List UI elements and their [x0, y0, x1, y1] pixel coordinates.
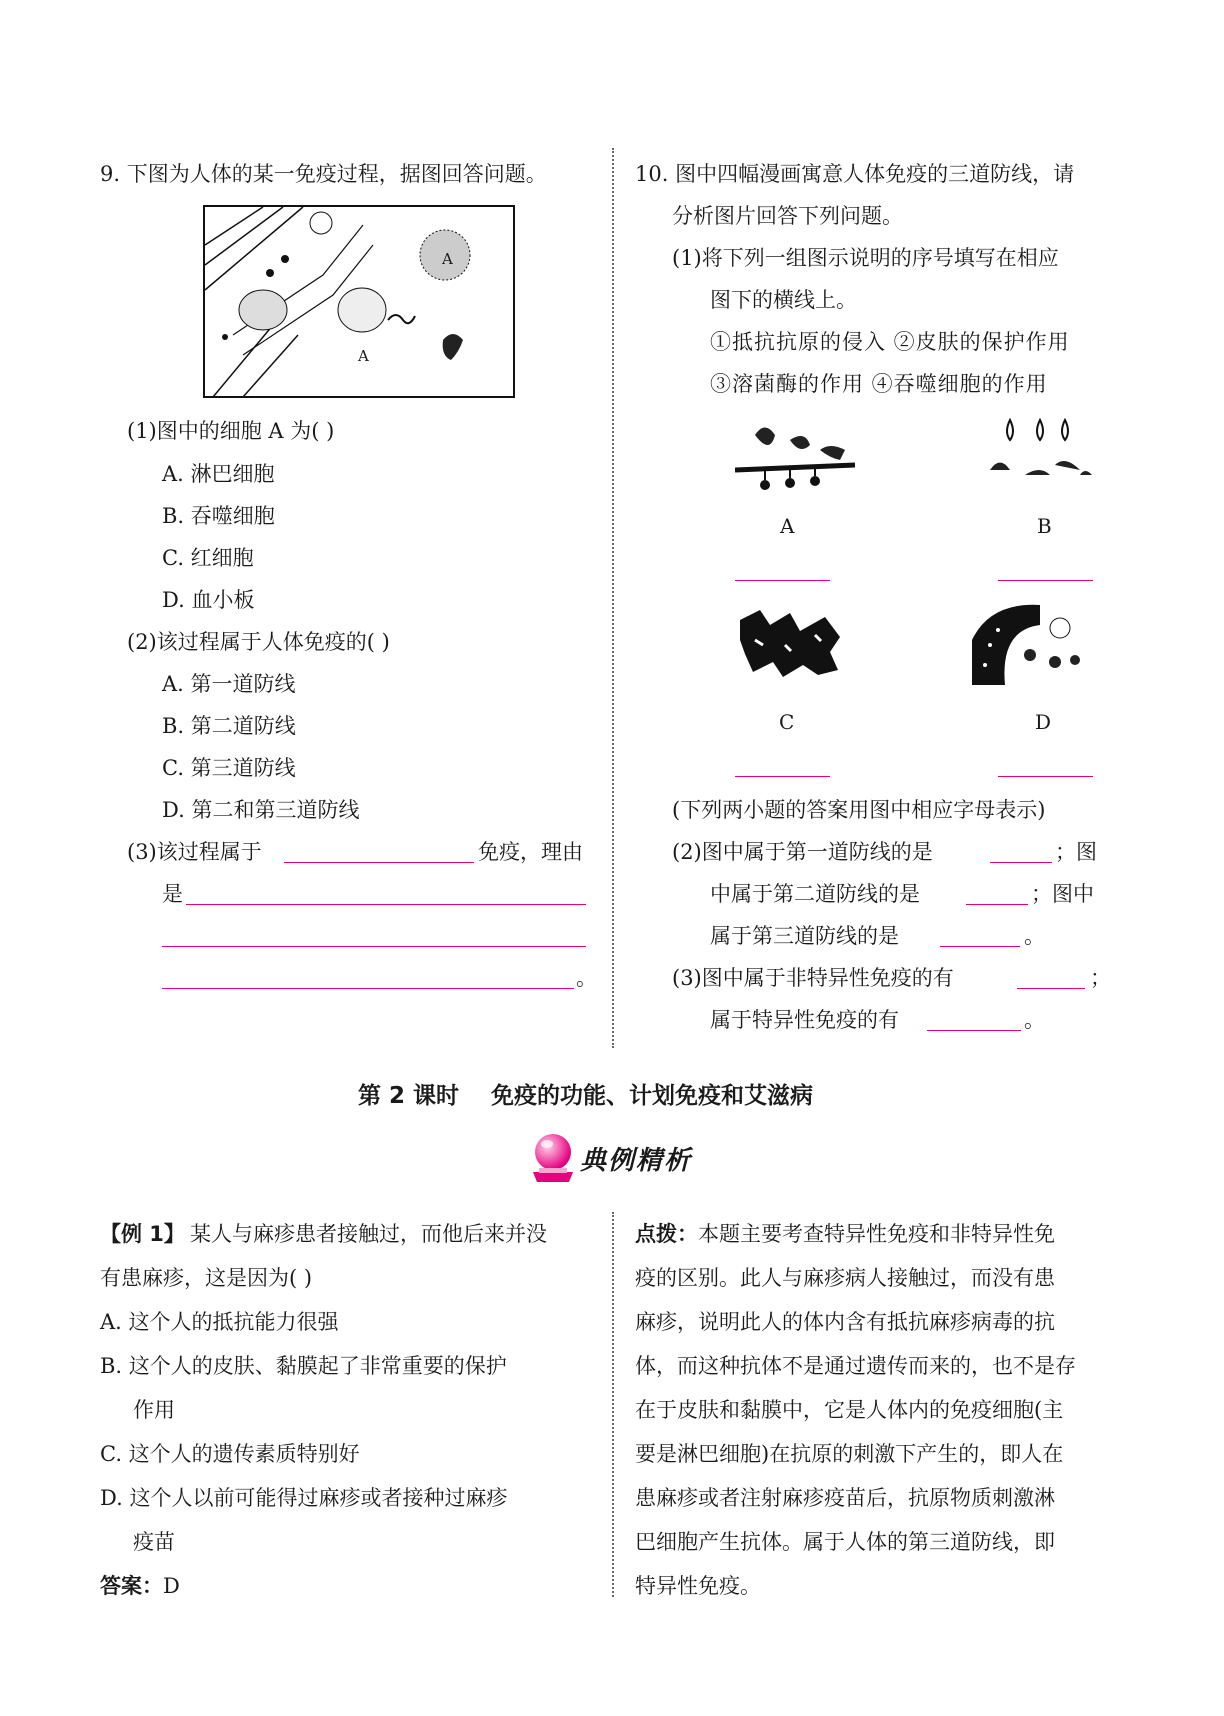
- answer-line: [100, 1570, 180, 1600]
- column-divider-top: [612, 148, 614, 1048]
- cartoon-label-a: A: [780, 514, 795, 538]
- q10-part3-c: 属于特异性免疫的有: [710, 1008, 899, 1032]
- q9-part3-is-label: 是: [162, 882, 183, 906]
- analysis-line-4: 体，而这种抗体不是通过遗传而来的，也不是存: [635, 1354, 1076, 1378]
- q9-part1-option-a: A. 淋巴细胞: [162, 462, 275, 486]
- q10-note: (下列两小题的答案用图中相应字母表示): [672, 798, 1046, 822]
- analysis-line-2: 疫的区别。此人与麻疹病人接触过，而没有患: [635, 1266, 1055, 1290]
- q10-part3-b: ；: [1090, 966, 1111, 990]
- cartoon-c: [735, 600, 850, 692]
- q10-part3-blank-nonspecific[interactable]: [1017, 988, 1085, 989]
- section-header: [525, 1130, 725, 1190]
- immune-process-drawing: [203, 205, 515, 398]
- q9-part2-option-b: B. 第二道防线: [162, 714, 296, 738]
- q10-part2-d: ；图中: [1031, 882, 1094, 906]
- example-option-b-line2: 作用: [133, 1398, 175, 1422]
- q10-part3-a: (3)图中属于非特异性免疫的有: [672, 966, 954, 990]
- analysis-line-3: 麻疹，说明此人的体内含有抵抗麻疹病毒的抗: [635, 1310, 1055, 1334]
- q9-part3-end: 。: [576, 966, 597, 990]
- q10-part2-e: 属于第三道防线的是: [710, 924, 899, 948]
- q9-part3-blank-reason-3[interactable]: [162, 988, 574, 989]
- q9-part1-option-c: C. 红细胞: [162, 546, 254, 570]
- figure-label-a-left: A: [358, 347, 369, 365]
- cartoon-d: [970, 600, 1095, 685]
- q10-part2-a: (2)图中属于第一道防线的是: [672, 840, 933, 864]
- cartoon-c-blank[interactable]: [735, 776, 830, 777]
- q10-part2-b: ；图: [1055, 840, 1097, 864]
- cartoon-label-b: B: [1037, 514, 1052, 538]
- q10-part2-blank-first[interactable]: [990, 862, 1052, 863]
- crystal-ball-icon: [525, 1130, 577, 1185]
- analysis-line-1: [635, 1218, 1055, 1248]
- q9-part3-blank-type[interactable]: [284, 862, 474, 863]
- q10-part2-end: 。: [1024, 924, 1045, 948]
- q9-part1-option-d: D. 血小板: [162, 588, 255, 612]
- cartoon-b-blank[interactable]: [998, 580, 1093, 581]
- q10-part3-blank-specific[interactable]: [927, 1030, 1021, 1031]
- example-option-a: A. 这个人的抵抗能力很强: [100, 1310, 339, 1334]
- q9-part3-blank-reason-1[interactable]: [186, 904, 586, 905]
- cartoon-d-blank[interactable]: [998, 776, 1093, 777]
- column-divider-bottom: [612, 1212, 614, 1597]
- analysis-line-9: 特异性免疫。: [635, 1574, 761, 1598]
- cartoon-b: [985, 415, 1095, 490]
- analysis-line-8: 巴细胞产生抗体。属于人体的第三道防线，即: [635, 1530, 1055, 1554]
- q10-legend-line2: ③溶菌酶的作用 ④吞噬细胞的作用: [710, 372, 1048, 396]
- cartoon-a-blank[interactable]: [735, 580, 830, 581]
- q10-stem-line1: 10. 图中四幅漫画寓意人体免疫的三道防线，请: [635, 162, 1075, 186]
- example-option-d-line2: 疫苗: [133, 1530, 175, 1554]
- immune-process-figure: [203, 205, 515, 398]
- answer-label: 答案：: [100, 1574, 163, 1598]
- q9-part2-option-a: A. 第一道防线: [162, 672, 296, 696]
- cartoon-a: [735, 415, 855, 495]
- analysis-text-1: 本题主要考查特异性免疫和非特异性免: [698, 1222, 1055, 1246]
- q10-part3-end: 。: [1024, 1008, 1045, 1032]
- lesson-title: 第 2 课时 免疫的功能、计划免疫和艾滋病: [358, 1083, 814, 1109]
- analysis-line-7: 患麻疹或者注射麻疹疫苗后，抗原物质刺激淋: [635, 1486, 1055, 1510]
- cartoon-label-c: C: [779, 710, 795, 734]
- q9-part2-stem: (2)该过程属于人体免疫的( ): [127, 630, 390, 654]
- q10-part1-line2: 图下的横线上。: [710, 288, 857, 312]
- q10-legend-line1: ①抵抗抗原的侵入 ②皮肤的保护作用: [710, 330, 1070, 354]
- example-option-b-line1: B. 这个人的皮肤、黏膜起了非常重要的保护: [100, 1354, 507, 1378]
- q10-part2-c: 中属于第二道防线的是: [710, 882, 920, 906]
- example-option-d-line1: D. 这个人以前可能得过麻疹或者接种过麻疹: [100, 1486, 508, 1510]
- example-stem-line1: 某人与麻疹患者接触过，而他后来并没: [190, 1222, 547, 1246]
- q9-part2-option-c: C. 第三道防线: [162, 756, 296, 780]
- example-label: 【例 1】: [100, 1222, 185, 1246]
- q9-part1-stem: (1)图中的细胞 A 为( ): [127, 419, 335, 443]
- example-stem-line2: 有患麻疹，这是因为( ): [100, 1266, 313, 1290]
- cartoon-label-d: D: [1035, 710, 1052, 734]
- analysis-line-6: 要是淋巴细胞)在抗原的刺激下产生的，即人在: [635, 1442, 1064, 1466]
- q9-part3-blank-reason-2[interactable]: [162, 946, 586, 947]
- q10-stem-line2: 分析图片回答下列问题。: [672, 204, 903, 228]
- answer-value: D: [163, 1574, 180, 1598]
- q9-part3-reason-label: 免疫，理由: [478, 840, 583, 864]
- analysis-label: 点拨：: [635, 1222, 698, 1246]
- q10-part2-blank-second[interactable]: [966, 904, 1028, 905]
- section-title: 典例精析: [580, 1146, 693, 1176]
- q9-stem: 9. 下图为人体的某一免疫过程，据图回答问题。: [100, 162, 547, 186]
- q9-part2-option-d: D. 第二和第三道防线: [162, 798, 360, 822]
- q10-part1-line1: (1)将下列一组图示说明的序号填写在相应: [672, 246, 1059, 270]
- example-option-c: C. 这个人的遗传素质特别好: [100, 1442, 360, 1466]
- figure-label-a-right: A: [442, 250, 453, 268]
- analysis-line-5: 在于皮肤和黏膜中，它是人体内的免疫细胞(主: [635, 1398, 1064, 1422]
- q9-part1-option-b: B. 吞噬细胞: [162, 504, 275, 528]
- q9-part3-label: (3)该过程属于: [127, 840, 262, 864]
- q10-part2-blank-third[interactable]: [940, 946, 1020, 947]
